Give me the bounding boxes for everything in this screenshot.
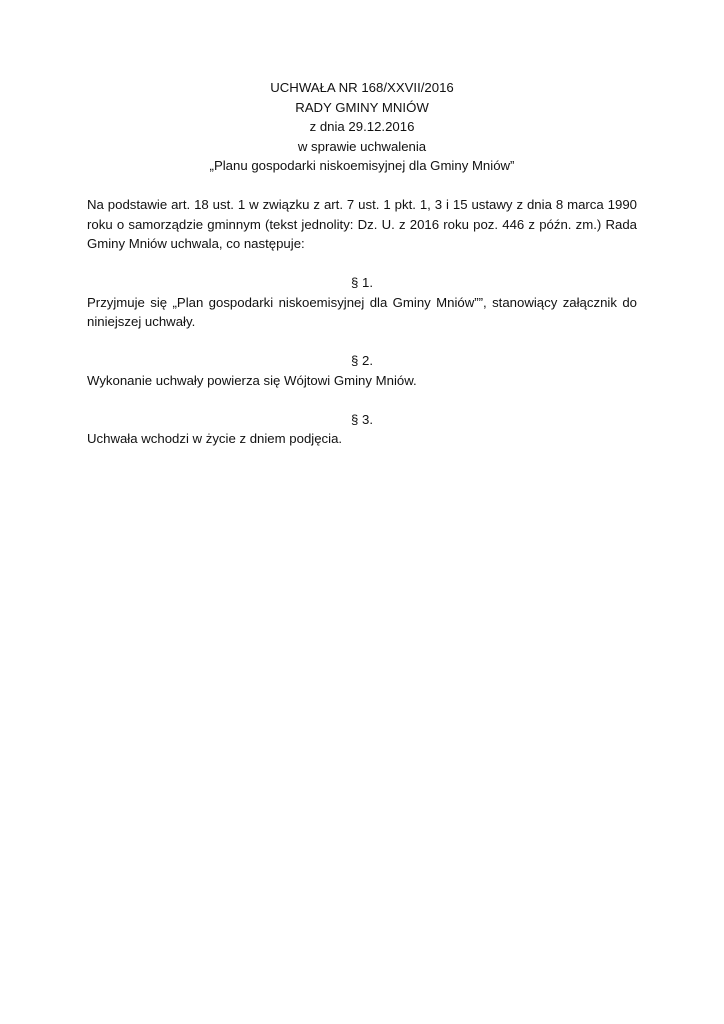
document-content: [87, 78, 637, 449]
section-2-mark: § 2.: [351, 353, 373, 368]
spacer: [87, 254, 637, 274]
subject-title: „Planu gospodarki niskoemisyjnej dla Gminy Mniów”: [209, 158, 515, 173]
section-1-mark: § 1.: [351, 275, 373, 290]
section-3-mark: § 3.: [351, 411, 373, 427]
section-1-text: Przyjmuje się „Plan gospodarki niskoemisyjnej dla Gminy Mniów””, stanowiący załącznik do niniejszej uchwały.: [87, 294, 637, 329]
resolution-number: UCHWAŁA NR 168/XXVII/2016: [270, 80, 454, 95]
preamble-paragraph: Na podstawie art. 18 ust. 1 w związku z art. 7 ust. 1 pkt. 1, 3 i 15 ustawy z dnia 8 marca 1990 roku o samorządzie gminnym (tekst jednolity: Dz. U. z 2016 roku poz. 446 z późn. zm.) Rada Gminy Mniów uchwala, co następuje:: [87, 197, 637, 251]
spacer: [87, 176, 637, 196]
spacer: [87, 332, 637, 352]
resolution-date: z dnia 29.12.2016: [309, 119, 415, 134]
section-3-text: Uchwała wchodzi w życie z dniem podjęcia.: [87, 431, 343, 446]
subject-intro: w sprawie uchwalenia: [297, 138, 427, 154]
section-2-text: Wykonanie uchwały powierza się Wójtowi Gminy Mniów.: [87, 372, 417, 388]
resolution-header: [87, 78, 637, 176]
spacer: [87, 390, 637, 410]
issuing-body: RADY GMINY MNIÓW: [295, 99, 429, 115]
